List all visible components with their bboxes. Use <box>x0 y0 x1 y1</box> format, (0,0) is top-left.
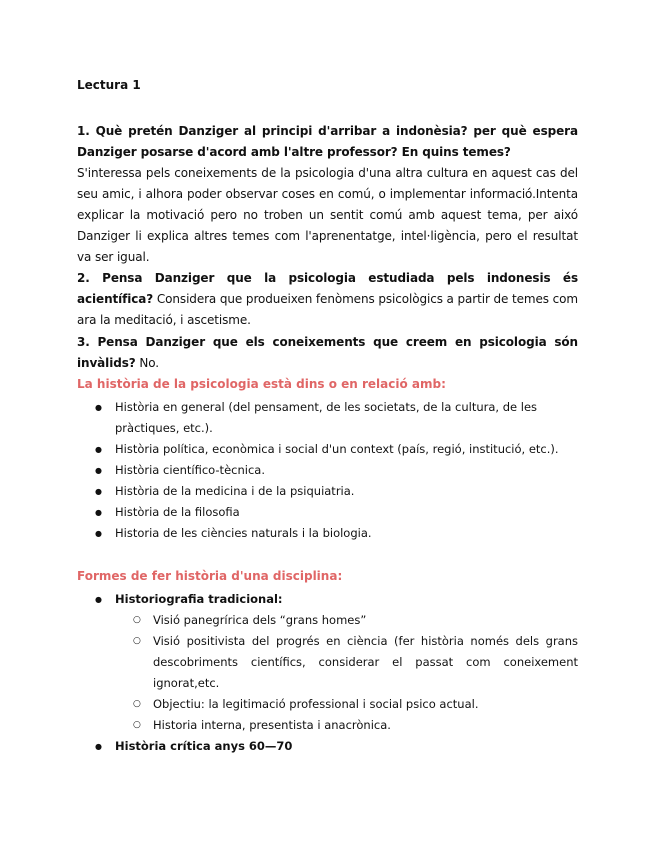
section-heading-forms-of-history: Formes de fer història d'una disciplina: <box>77 569 343 583</box>
list-item: ● Història científico-tècnica. <box>77 460 578 481</box>
traditional-sublist <box>115 610 578 736</box>
answer-2-text: Considera que produeixen fenòmens psicològics a partir de temes com ara la meditació, i ascetisme. <box>77 292 578 327</box>
list-item: ● Historia de les ciències naturals i la biologia. <box>77 523 578 544</box>
list-item: ● Història política, econòmica i social d'un context (país, regió, institució, etc.). <box>77 439 578 460</box>
forms-of-history-list <box>77 589 578 757</box>
section-heading-history-relations: La història de la psicologia està dins o en relació amb: <box>77 377 446 391</box>
list-item-critical <box>77 736 578 757</box>
document-title: Lectura 1 <box>77 78 141 92</box>
question-3-text: 3. Pensa Danziger que els coneixements que creem en psicologia són invàlids? <box>77 335 578 370</box>
list-item: ● Història de la filosofia <box>77 502 578 523</box>
question-1-text: 1. Què pretén Danziger al principi d'arribar a indonèsia? per què espera Danziger posarse d'acord amb l'altre professor? En quins temes? <box>77 124 578 159</box>
question-2-text: 2. Pensa Danziger que la psicologia estudiada pels indonesis és acientífica? <box>77 271 578 306</box>
list-item-traditional <box>77 589 578 736</box>
question-2 <box>77 268 578 331</box>
sublist-item: ○ Visió positivista del progrés en ciència (fer història només dels grans descobriments científics, considerar el passat com coneixement ignorat,etc. <box>115 631 578 694</box>
list-item: ● Història de la medicina i de la psiquiatria. <box>77 481 578 502</box>
question-1 <box>77 121 578 268</box>
critical-history-label: Història crítica anys 60—70 <box>115 739 293 753</box>
answer-3-text: No. <box>139 356 159 370</box>
question-3 <box>77 332 578 374</box>
sublist-item: ○ Objectiu: la legitimació professional i social psico actual. <box>115 694 578 715</box>
answer-1-text: S'interessa pels coneixements de la psicologia d'una altra cultura en aquest cas del seu amic, i alhora poder observar coses en comú, o implementar informació.Intenta explicar la motivació pero no troben un sentit comú amb aquest tema, per aixó Danziger li explica altres temes com l'aprenentatge, intel·ligència, pero el resultat va ser igual. <box>77 166 578 264</box>
sublist-item: ○ Visió panegrírica dels “grans homes” <box>115 610 578 631</box>
list-item: ● Història en general (del pensament, de les societats, de la cultura, de les pràctiques, etc.). <box>77 397 578 439</box>
history-relations-list <box>77 397 578 544</box>
traditional-historiography-label: Historiografia tradicional: <box>115 592 283 606</box>
sublist-item: ○ Historia interna, presentista i anacrònica. <box>115 715 578 736</box>
